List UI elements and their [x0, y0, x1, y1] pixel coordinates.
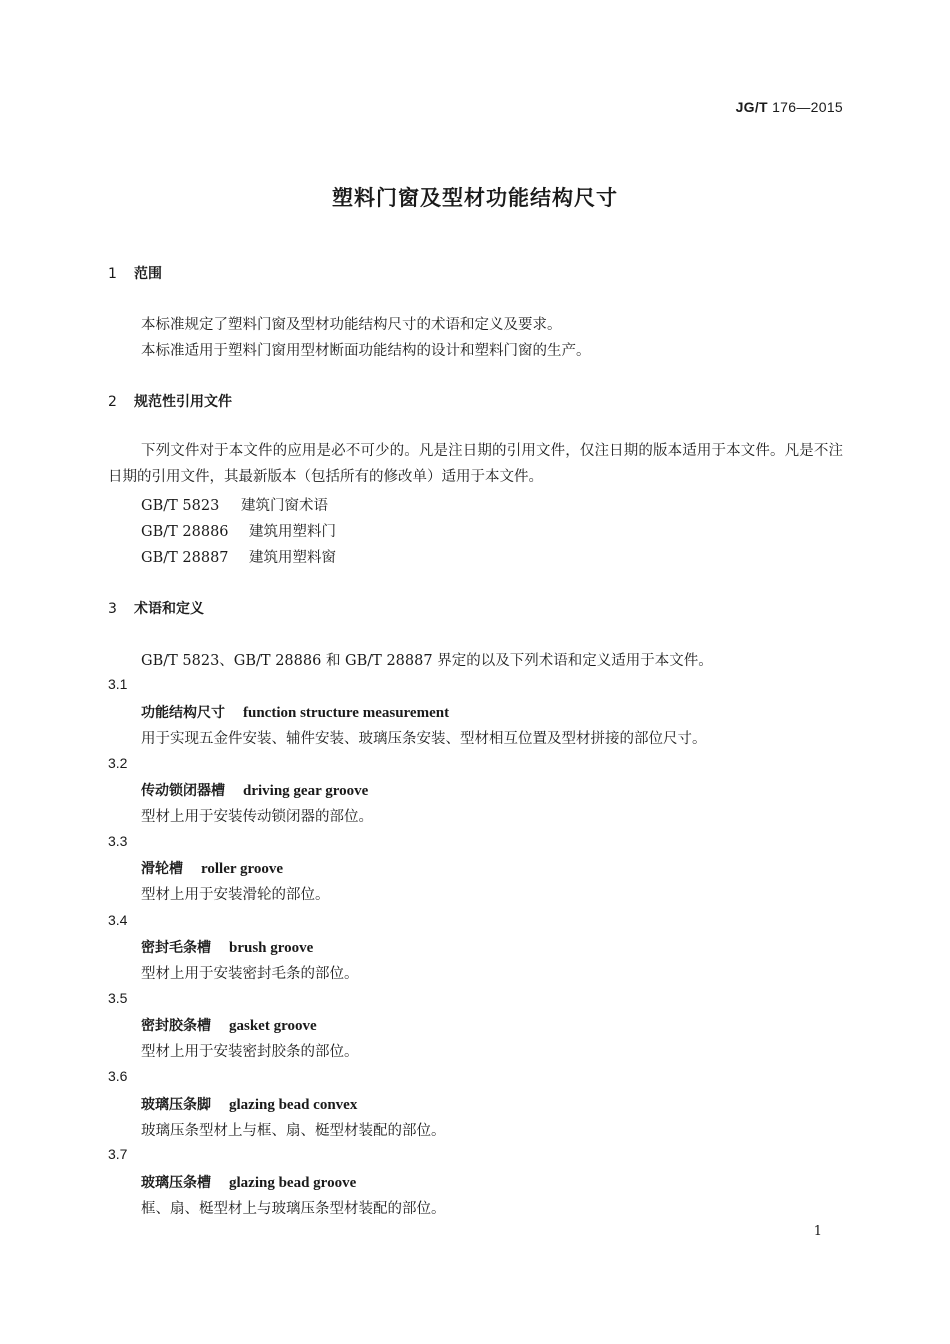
page-number: 1	[813, 1224, 822, 1239]
term-chinese: 玻璃压条槽	[141, 1175, 211, 1191]
term-chinese: 传动锁闭器槽	[141, 783, 225, 799]
section-heading-scope	[108, 263, 162, 283]
term-heading	[141, 702, 449, 722]
term-heading	[141, 780, 368, 800]
term-chinese: 玻璃压条脚	[141, 1097, 211, 1113]
reference-name: 建筑门窗术语	[241, 498, 328, 514]
term-heading	[141, 937, 313, 957]
term-english: glazing bead convex	[229, 1097, 358, 1113]
standard-header	[736, 99, 843, 115]
term-number: 3.3	[108, 833, 128, 849]
reference-name: 建筑用塑料窗	[249, 550, 336, 566]
references-intro-paragraph: 下列文件对于本文件的应用是必不可少的。凡是注日期的引用文件，仅注日期的版本适用于本文件。凡是不注日期的引用文件，其最新版本（包括所有的修改单）适用于本文件。	[108, 443, 843, 485]
term-number: 3.6	[108, 1068, 128, 1084]
section-title: 范围	[134, 266, 162, 282]
term-english: gasket groove	[229, 1018, 317, 1034]
term-number: 3.2	[108, 755, 128, 771]
term-chinese: 密封毛条槽	[141, 940, 211, 956]
term-heading	[141, 1094, 357, 1114]
term-chinese: 密封胶条槽	[141, 1018, 211, 1034]
reference-code: GB/T 28886	[141, 524, 229, 540]
term-chinese: 功能结构尺寸	[141, 705, 225, 721]
term-definition: 型材上用于安装传动锁闭器的部位。	[141, 809, 373, 825]
term-definition: 型材上用于安装滑轮的部位。	[141, 887, 330, 903]
term-english: function structure measurement	[243, 705, 450, 721]
standard-number: 176—2015	[772, 99, 843, 115]
section-heading-normative-references	[108, 391, 232, 411]
scope-paragraph-1: 本标准规定了塑料门窗及型材功能结构尺寸的术语和定义及要求。	[141, 317, 562, 333]
term-heading	[141, 1172, 356, 1192]
term-english: driving gear groove	[243, 783, 369, 799]
term-heading	[141, 1015, 317, 1035]
term-english: brush groove	[229, 940, 314, 956]
term-number: 3.1	[108, 676, 128, 692]
section-title: 术语和定义	[134, 601, 204, 617]
section-number: 3	[108, 601, 117, 617]
term-number: 3.4	[108, 912, 128, 928]
section-number: 2	[108, 394, 117, 410]
standard-code: JG/T	[735, 99, 768, 115]
term-heading	[141, 858, 283, 878]
term-definition: 型材上用于安装密封毛条的部位。	[141, 966, 359, 982]
term-definition: 型材上用于安装密封胶条的部位。	[141, 1044, 359, 1060]
section-title: 规范性引用文件	[134, 394, 232, 410]
reference-name: 建筑用塑料门	[249, 524, 336, 540]
term-english: roller groove	[201, 861, 284, 877]
reference-code: GB/T 28887	[141, 550, 229, 566]
scope-paragraph-2: 本标准适用于塑料门窗用型材断面功能结构的设计和塑料门窗的生产。	[141, 343, 591, 359]
reference-item	[141, 520, 336, 541]
section-number: 1	[108, 266, 117, 282]
term-definition: 框、扇、梃型材上与玻璃压条型材装配的部位。	[141, 1201, 446, 1217]
term-number: 3.5	[108, 990, 128, 1006]
document-title: 塑料门窗及型材功能结构尺寸	[332, 186, 618, 210]
reference-item	[141, 494, 328, 515]
term-english: glazing bead groove	[229, 1175, 357, 1191]
reference-code: GB/T 5823	[141, 498, 220, 514]
term-definition: 玻璃压条型材上与框、扇、梃型材装配的部位。	[141, 1123, 446, 1139]
term-definition: 用于实现五金件安装、辅件安装、玻璃压条安装、型材相互位置及型材拼接的部位尺寸。	[141, 731, 707, 747]
term-number: 3.7	[108, 1146, 128, 1162]
term-chinese: 滑轮槽	[141, 861, 183, 877]
terms-intro-paragraph: GB/T 5823、GB/T 28886 和 GB/T 28887 界定的以及下列术语和定义适用于本文件。	[141, 653, 713, 669]
reference-item	[141, 546, 336, 567]
section-heading-terms	[108, 598, 204, 618]
